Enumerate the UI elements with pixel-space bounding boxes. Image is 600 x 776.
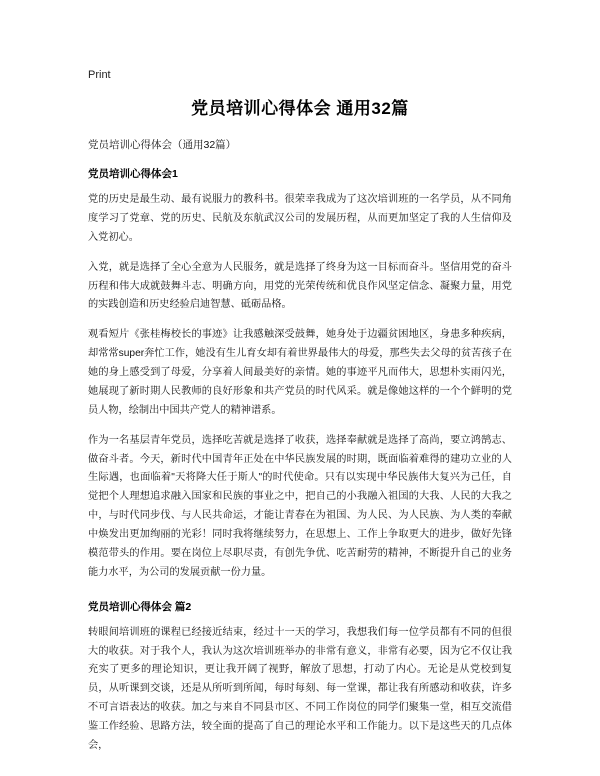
section-heading-2: 党员培训心得体会 篇2 xyxy=(88,600,192,613)
print-button[interactable]: Print xyxy=(88,69,111,81)
document-content xyxy=(88,94,512,767)
paragraph: 作为一名基层青年党员，选择吃苦就是选择了收获，选择奉献就是选择了高尚，要立鸿鹄志、做奋斗者。今天，新时代中国青年正处在中华民族发展的时期，既面临着难得的建功立业的人生际遇，也面临着"天将降大任于斯人"的时代使命。只有以实现中华民族伟大复兴为己任，自觉把个人理想追求融入国家和民族的事业之中，把自己的小我融入祖国的大我、人民的大我之中，与时代同步伐、与人民共命运，才能让青春在为祖国、为人民、为人民族、为人类的奉献中焕发出更加绚丽的光彩！同时我将继续努力，在思想上、工作上争取更大的进步，做好先锋模范带头的作用。要在岗位上尽职尽责，有创先争优、吃苦耐劳的精神，不断提升自己的业务能力水平，为公司的发展贡献一份力量。 xyxy=(88,434,512,578)
paragraph: 入党，就是选择了全心全意为人民服务，就是选择了终身为这一目标而奋斗。坚信用党的奋斗历程和伟大成就鼓舞斗志、明确方向，用党的光荣传统和优良作风坚定信念、凝聚力量，用党的实践创造和历史经验启迪智慧、砥砺品格。 xyxy=(88,261,512,311)
paragraph: 转眼间培训班的课程已经接近结束，经过十一天的学习，我想我们每一位学员都有不同的但很大的收获。对于我个人，我认为这次培训班举办的非常有意义，非常有必要，因为它不仅让我充实了更多的理论知识，更让我开阔了视野，解放了思想，打动了内心。无论是从党校到复员，从听课到交谈，还是从所听到所闻，每时每刻、每一堂课，都让我有所感动和收获，许多不可言语表达的收获。加之与来自不同县市区、不同工作岗位的同学们聚集一堂，相互交流借鉴工作经验、思路方法，较全面的提高了自己的理论水平和工作能力。以下是这些天的几点体会， xyxy=(88,626,512,751)
page-title: 党员培训心得体会 通用32篇 xyxy=(191,99,409,118)
paragraph: 观看短片《张桂梅校长的事迹》让我感触深受鼓舞，她身处于边疆贫困地区，身患多种疾病，却常常super奔忙工作，她没有生儿育女却有着世界最伟大的母爱，那些失去父母的贫苦孩子在她的身上感受到了母爱，分享着人间最美好的亲情。她的事迹平凡而伟大，思想朴实雨闪光，她展现了新时期人民教师的良好形象和共产党员的时代风采。就是像她这样的一个个鲜明的党员人物，绘制出中国共产党人的精神谱系。 xyxy=(88,329,512,416)
section-heading-1: 党员培训心得体会1 xyxy=(88,168,178,180)
paragraph: 党的历史是最生动、最有说服力的教科书。很荣幸我成为了这次培训班的一名学员，从不同角度学习了党章、党的历史、民航及东航武汉公司的发展历程，从而更加坚定了我的人生信仰及入党初心。 xyxy=(88,194,512,243)
document-subtitle: 党员培训心得体会（通用32篇） xyxy=(88,139,237,151)
